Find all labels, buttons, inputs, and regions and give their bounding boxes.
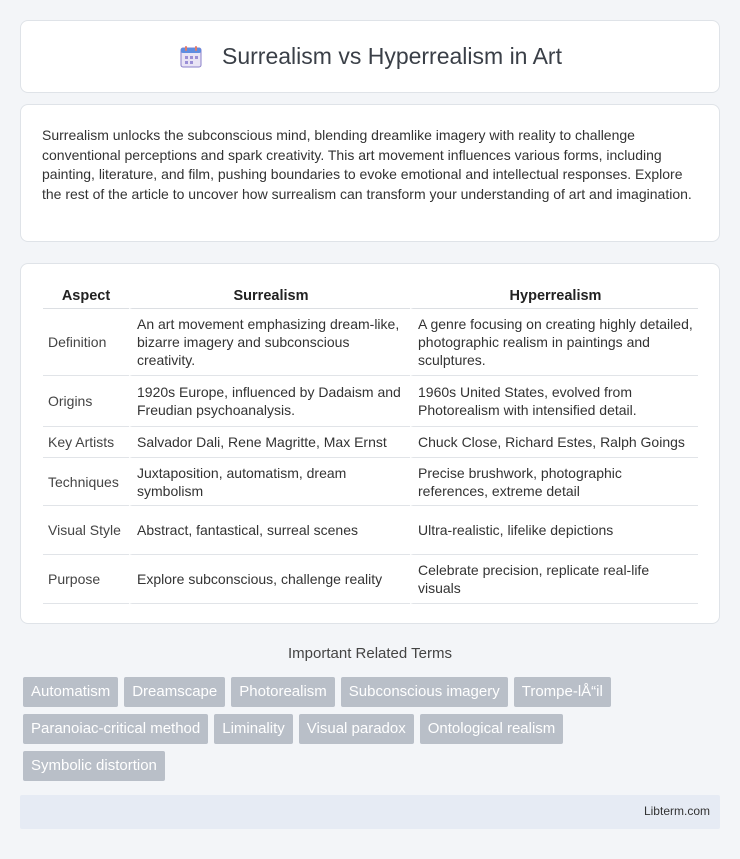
footer — [20, 795, 720, 829]
related-term-tag[interactable]: Subconscious imagery — [341, 677, 508, 707]
related-term-tag[interactable]: Trompe-lÅ“il — [514, 677, 611, 707]
table-row — [43, 427, 698, 458]
row-aspect: Definition — [43, 309, 129, 376]
table-row — [43, 309, 698, 376]
row-aspect: Origins — [43, 376, 129, 427]
calendar-icon — [178, 44, 204, 70]
comparison-table — [43, 284, 698, 604]
related-term-tag[interactable]: Paranoiac-critical method — [23, 714, 208, 744]
table-row — [43, 555, 698, 604]
table-row — [43, 376, 698, 427]
related-term-tag[interactable]: Dreamscape — [124, 677, 225, 707]
row-aspect: Purpose — [43, 555, 129, 604]
row-surrealism: Salvador Dali, Rene Magritte, Max Ernst — [129, 427, 410, 458]
comparison-table-card — [20, 263, 720, 624]
row-aspect: Techniques — [43, 458, 129, 506]
row-hyperrealism: 1960s United States, evolved from Photorealism with intensified detail. — [410, 376, 698, 427]
intro-text: Surrealism unlocks the subconscious mind, blending dreamlike imagery with reality to challenge conventional perceptions and spark creativity. This art movement influences various forms, including painting, literature, and film, pushing boundaries to evoke emotional and intellectual responses. Explore the rest of the article to uncover how surrealism can transform your understanding of art and imagination. — [42, 127, 692, 202]
related-terms-title: Important Related Terms — [288, 645, 452, 662]
table-row — [43, 458, 698, 506]
title-wrap — [178, 43, 562, 70]
related-term-tag[interactable]: Symbolic distortion — [23, 751, 165, 781]
footer-site-link[interactable]: Libterm.com — [643, 804, 710, 818]
row-surrealism: Explore subconscious, challenge reality — [129, 555, 410, 604]
row-hyperrealism: Ultra-realistic, lifelike depictions — [410, 506, 698, 555]
row-hyperrealism: Celebrate precision, replicate real-life visuals — [410, 555, 698, 604]
header-card — [20, 20, 720, 93]
page-title: Surrealism vs Hyperrealism in Art — [222, 43, 562, 69]
related-terms-list — [23, 677, 703, 781]
header-hyperrealism: Hyperrealism — [410, 284, 698, 309]
row-aspect: Key Artists — [43, 427, 129, 458]
row-hyperrealism: Precise brushwork, photographic references, extreme detail — [410, 458, 698, 506]
row-hyperrealism: Chuck Close, Richard Estes, Ralph Goings — [410, 427, 698, 458]
row-surrealism: Juxtaposition, automatism, dream symbolism — [129, 458, 410, 506]
row-aspect: Visual Style — [43, 506, 129, 555]
related-term-tag[interactable]: Liminality — [214, 714, 293, 744]
related-term-tag[interactable]: Automatism — [23, 677, 118, 707]
row-hyperrealism: A genre focusing on creating highly detailed, photographic realism in paintings and sculptures. — [410, 309, 698, 376]
related-term-tag[interactable]: Visual paradox — [299, 714, 414, 744]
header-surrealism: Surrealism — [129, 284, 410, 309]
intro-card — [20, 104, 720, 242]
table-header-row — [43, 284, 698, 309]
row-surrealism: An art movement emphasizing dream-like, bizarre imagery and subconscious creativity. — [129, 309, 410, 376]
row-surrealism: 1920s Europe, influenced by Dadaism and Freudian psychoanalysis. — [129, 376, 410, 427]
row-surrealism: Abstract, fantastical, surreal scenes — [129, 506, 410, 555]
header-aspect: Aspect — [43, 284, 129, 309]
related-term-tag[interactable]: Ontological realism — [420, 714, 564, 744]
table-row — [43, 506, 698, 555]
related-term-tag[interactable]: Photorealism — [231, 677, 335, 707]
